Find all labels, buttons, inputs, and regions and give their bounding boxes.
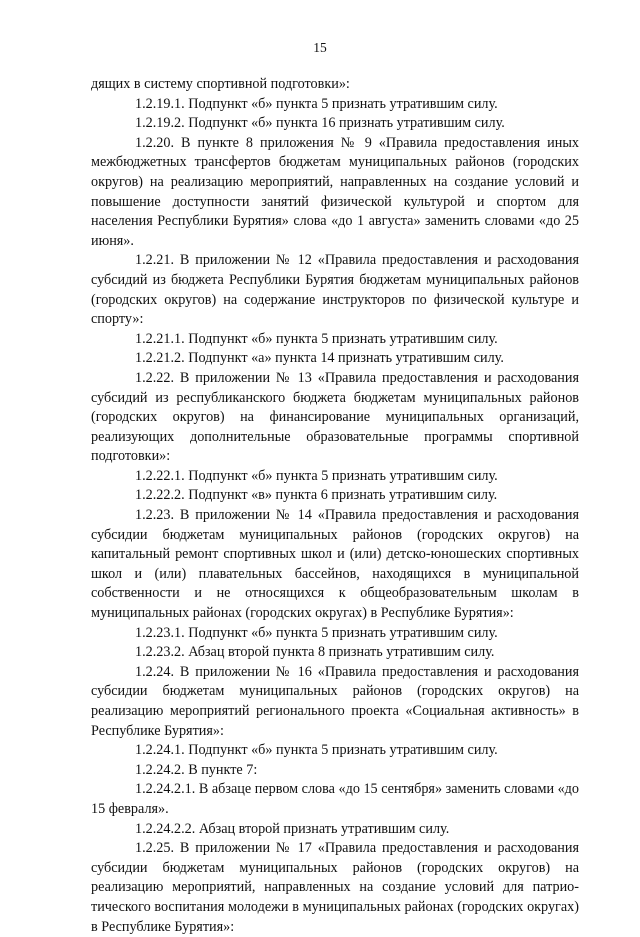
paragraph: 1.2.23. В приложении № 14 «Правила предоставления и расходования субсидии бюджетам муниципальных районов (городских округов) на капитальный ремонт спортивных школ и (или) детско-юношеских спортивных школ и (или) плавательных бассейнов, находящихся в муниципальной собственности и не относящихся к общеобразовательным школам в муниципальных районах (городских округах) в Республике Бурятия»: [91,507,579,622]
paragraph: 1.2.22.1. Подпункт «б» пункта 5 признать утратившим силу. [135,467,498,484]
paragraph: дящих в систему спортивной подготовки»: [91,76,350,92]
paragraph: 1.2.23.1. Подпункт «б» пункта 5 признать утратившим силу. [135,624,498,641]
paragraph: 1.2.22. В приложении № 13 «Правила предоставления и расходования субсидий из республиканского бюджета бюджетам муниципальных районов (городских округов) на финансирование муниципальных организаций, реализующих дополнительные образовательные программы спортивной подготовки»: [91,369,579,465]
paragraph: 1.2.24.1. Подпункт «б» пункта 5 признать утратившим силу. [135,742,498,759]
paragraph: 1.2.20. В пункте 8 приложения № 9 «Правила предоставления иных межбюджетных трансфертов бюджетам муниципальных районов (городских округов) на реализацию мероприятий, направленных на создание условий и повышение доступности занятий физической культурой и спортом для населения Республики Бурятия» слова «до 1 августа» заменить словами «до 25 июня». [91,134,579,249]
paragraph: 1.2.21.1. Подпункт «б» пункта 5 признать утратившим силу. [135,330,498,347]
paragraph: 1.2.24.2.1. В абзаце первом слова «до 15 сентября» заменить словами «до 15 февраля». [91,781,579,817]
page-number: 15 [313,40,327,55]
paragraph: 1.2.24.2. В пункте 7: [135,761,258,778]
paragraph: 1.2.24.2.2. Абзац второй признать утратившим силу. [135,820,450,837]
paragraph: 1.2.19.2. Подпункт «б» пункта 16 признать утратившим силу. [135,115,505,132]
paragraph: 1.2.21.2. Подпункт «а» пункта 14 признать утратившим силу. [135,350,504,367]
paragraph: 1.2.19.1. Подпункт «б» пункта 5 признать утратившим силу. [135,95,498,112]
paragraph: 1.2.21. В приложении № 12 «Правила предоставления и расходования субсидий из бюджета Республики Бурятия бюджетам муниципальных районов (городских округов) на содержание инструкторов по физической культуре и спорту»: [91,252,579,328]
paragraph: 1.2.24. В приложении № 16 «Правила предоставления и расходования субсидии бюджетам муниципальных районов (городских округов) на реализацию мероприятий регионального проекта «Социальная активность» в Республике Бурятия»: [91,663,579,739]
document-body [91,75,579,937]
paragraph: 1.2.25. В приложении № 17 «Правила предоставления и расходования субсидии бюджетам муниципальных районов (городских округов) на реализацию мероприятий, направленных на создание условий для патриотического воспитания молодежи в муниципальных районах (городских округах) в Республике Бурятия»: [91,840,579,935]
paragraph: 1.2.23.2. Абзац второй пункта 8 признать утратившим силу. [135,644,495,661]
paragraph: 1.2.22.2. Подпункт «в» пункта 6 признать утратившим силу. [135,487,498,504]
